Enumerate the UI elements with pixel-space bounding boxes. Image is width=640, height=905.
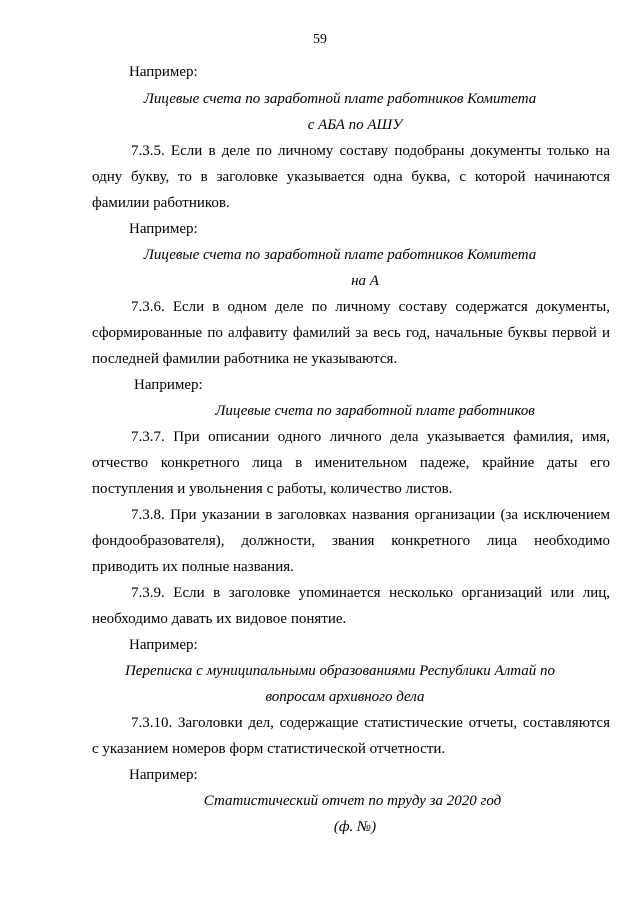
example-title-3: Лицевые счета по заработной плате работников — [215, 403, 535, 419]
page-number: 59 — [313, 32, 327, 47]
para-7-3-8-line3: приводить их полные названия. — [92, 559, 294, 575]
example-title-2b: на А — [351, 273, 379, 289]
example-title-1b: с АБА по АШУ — [307, 117, 403, 133]
para-7-3-7-line1: 7.3.7. При описании одного личного дела указывается фамилия, имя, — [131, 429, 610, 445]
para-7-3-5-line2: одну букву, то в заголовке указывается одна буква, с которой начинаются — [92, 169, 610, 185]
para-7-3-7-line2: отчество конкретного лица в именительном падеже, крайние даты его — [92, 455, 610, 471]
example-label-4: Например: — [129, 637, 198, 653]
para-7-3-9-line1: 7.3.9. Если в заголовке упоминается несколько организаций или лиц, — [131, 585, 610, 601]
para-7-3-9-line2: необходимо давать их видовое понятие. — [92, 611, 347, 627]
example-label-2: Например: — [129, 221, 198, 237]
example-title-4b: вопросам архивного дела — [265, 689, 425, 705]
example-label-5: Например: — [129, 767, 198, 783]
para-7-3-10-line1: 7.3.10. Заголовки дел, содержащие статистические отчеты, составляются — [131, 715, 610, 731]
example-label-3: Например: — [134, 377, 203, 393]
para-7-3-5-line3: фамилии работников. — [92, 195, 230, 211]
para-7-3-8-line1: 7.3.8. При указании в заголовках названия организации (за исключением — [131, 507, 610, 523]
para-7-3-6-line2: сформированные по алфавиту фамилий за весь год, начальные буквы первой и — [92, 325, 610, 341]
para-7-3-8-line2: фондообразователя), должности, звания конкретного лица необходимо — [92, 533, 610, 549]
example-title-5a: Статистический отчет по труду за 2020 год — [203, 793, 502, 809]
para-7-3-6-line3: последней фамилии работника не указываются. — [92, 351, 398, 367]
example-title-4a: Переписка с муниципальными образованиями Республики Алтай по — [124, 663, 556, 679]
para-7-3-7-line3: поступления и увольнения с работы, количество листов. — [92, 481, 453, 497]
para-7-3-6-line1: 7.3.6. Если в одном деле по личному составу содержатся документы, — [131, 299, 610, 315]
example-title-2a: Лицевые счета по заработной плате работников Комитета — [143, 247, 537, 263]
para-7-3-5-line1: 7.3.5. Если в деле по личному составу подобраны документы только на — [131, 143, 610, 159]
example-title-5b: (ф. №) — [333, 819, 377, 835]
example-label-1: Например: — [129, 64, 198, 80]
example-title-1a: Лицевые счета по заработной плате работников Комитета — [143, 91, 537, 107]
para-7-3-10-line2: с указанием номеров форм статистической отчетности. — [92, 741, 446, 757]
